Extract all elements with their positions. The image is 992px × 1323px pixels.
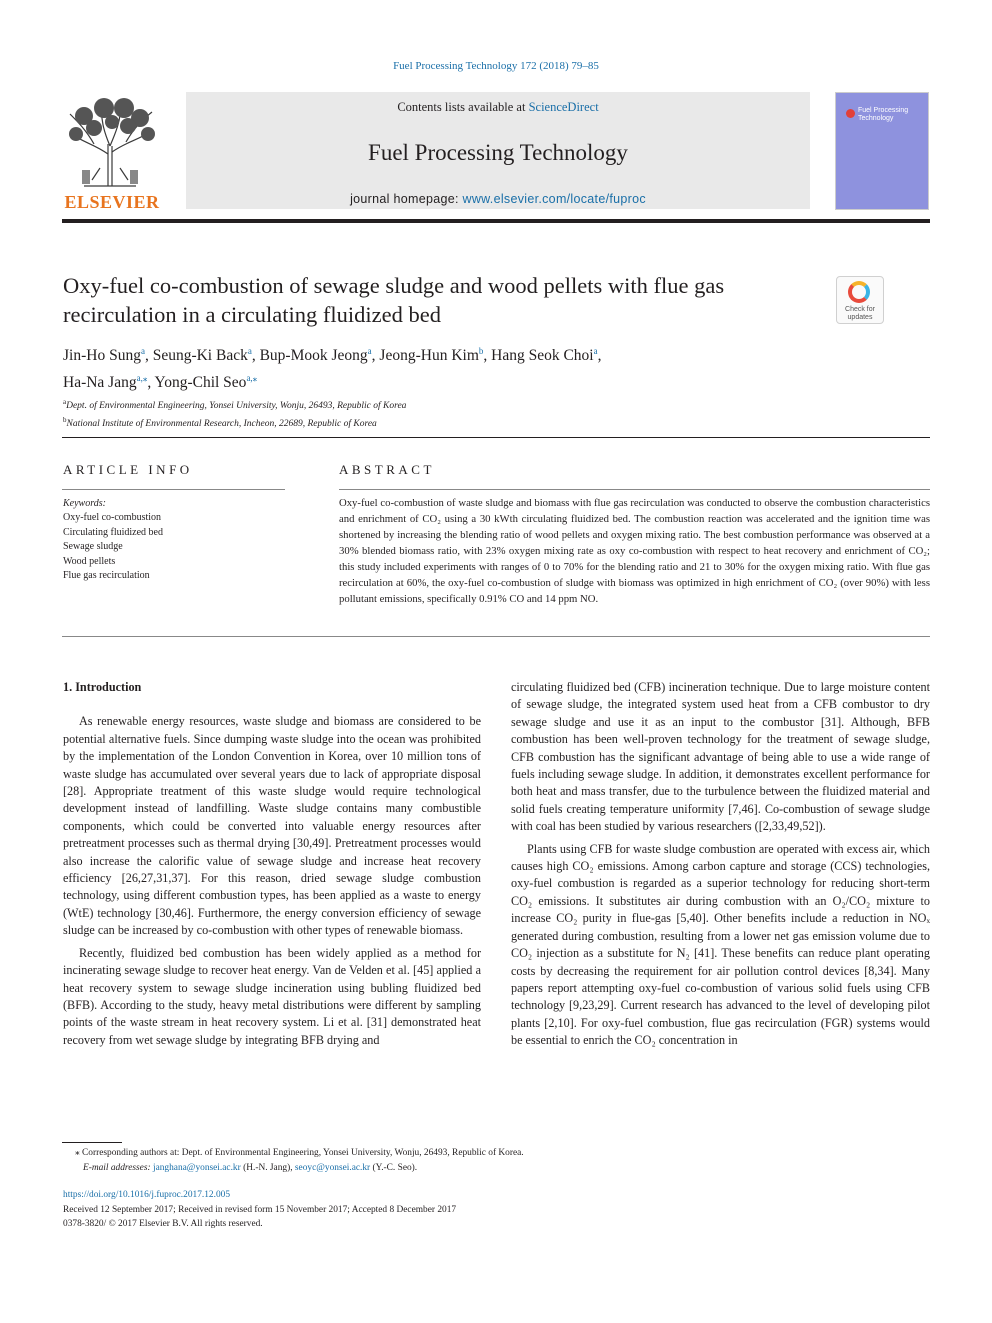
keyword: Sewage sludge	[63, 541, 123, 553]
author-name[interactable]: Hang Seok Choi	[491, 347, 594, 365]
affiliation-line	[63, 413, 863, 431]
keywords-label: Keywords:	[63, 498, 106, 509]
homepage-prefix: journal homepage:	[350, 192, 463, 206]
author-separator: ,	[251, 347, 260, 365]
divider	[339, 489, 930, 490]
cover-title: Fuel Processing Technology	[858, 107, 909, 122]
author-name[interactable]: Ha-Na Jang	[63, 374, 137, 392]
author-affiliation-mark[interactable]: a	[140, 346, 145, 356]
affiliation-mark: a	[63, 398, 67, 406]
author-name[interactable]: Jeong-Hun Kim	[379, 347, 479, 365]
body-paragraph: circulating fluidized bed (CFB) incineration technique. Due to large moisture content of sewage sludge, the integrated system used heat from a CFB combustor to dry sewage sludge and use it as an input to the combustor [31]. Although, BFB combustion has been well-proven technology for the treatment of sewage sludge, CFB combustion has the significant advantage of being able to use a wide range of fuels including sewage sludge. In addition, it demonstrates excellent performance for both heat and mass transfer, due to the turbulence between the fluidized material and solid fuels creating temperature uniformity [7,46]. Co-combustion of sewage sludge with coal has been studied by various researchers ([2,33,49,52]).	[511, 680, 930, 834]
affiliation-line	[63, 395, 863, 413]
email-name-2: (Y.-C. Seo).	[370, 1163, 418, 1173]
keywords-list	[63, 511, 283, 583]
right-paragraphs	[511, 679, 930, 1050]
divider	[62, 636, 930, 637]
contents-line	[186, 100, 810, 115]
author-affiliation-mark[interactable]: a,⁎	[246, 373, 258, 384]
author-separator: ,	[371, 347, 380, 365]
body-paragraph: Recently, fluidized bed combustion has been widely applied as a method for incinerating sewage sludge to recover heat energy. Van de Velden et al. [45] applied a heat recovery system to sewage sludge incineration using bubling fluidized bed (BFB). According to the study, heavy metal distributions were different by sampling points of the waste stream in heat recovery system. Li et al. [31] demonstrated heat recovery from wet sewage sludge by integrating BFB drying and	[63, 945, 481, 1047]
email-note	[63, 1161, 923, 1176]
article-title: Oxy-fuel co-combustion of sewage sludge and wood pellets with flue gas recirculation in a circulating fluidized bed	[63, 273, 725, 327]
abstract-text: Oxy-fuel co-combustion of waste sludge and biomass with flue gas recirculation was conducted to observe the combustion characteristics and enrichment of CO₂ using a 30 kWth circulating fluidized bed. The combustion reaction was accelerated and the ignition time was shortened by increasing the blending ratio of wood pellets and oxygen mixing ratio. The best combustion performance was observed at a 30% blended biomass ratio, with 23% oxygen mixing rate as oxy co-combustion with respect to heat recovery and enrichment of CO₂; this study included experiments with ranges of 0 to 70% for the blending ratio and 21 to 30% for the oxygen mixing ratio. With flue gas recirculation at 60%, the oxy-fuel co-combustion of sludge with biomass was optimized in high enrichment of CO₂ (over 90%) with less pollutant emissions, specifically 0.91% CO and 14 ppm NO.	[339, 497, 930, 605]
journal-masthead	[62, 92, 930, 218]
author-separator: ,	[483, 347, 492, 365]
author-separator: ,	[147, 374, 155, 392]
doi-link[interactable]: https://doi.org/10.1016/j.fuproc.2017.12.005	[63, 1190, 231, 1200]
copyright: 0378-3820/ © 2017 Elsevier B.V. All rights reserved.	[63, 1219, 263, 1229]
corresponding-note: ⁎ Corresponding authors at: Dept. of Environmental Engineering, Yonsei University, Wonju, 26493, Republic of Korea.	[75, 1148, 524, 1158]
keyword: Wood pellets	[63, 555, 116, 567]
author-separator: ,	[144, 347, 153, 365]
body-paragraph: Plants using CFB for waste sludge combustion are operated with excess air, which causes high CO₂ emissions. Among carbon capture and storage (CCS) technologies, oxy-fuel combustion is regarded as a superior technology for reducing short-term CO₂ emissions. It substitutes air during combustion with an O₂/CO₂ mixture to increase CO₂ purity in flue-gas [5,40]. Other benefits include a reduction in NOₓ generated during combustion, resulting from a lower net gas emission volume due to CO₂ injection as a substitute for N₂ [41]. These benefits can reduce plant operating costs by decreasing the requirement for air pollution control devices [8,34]. Many papers report attempting oxy-fuel co-combustion of various solid fuels using CFB technology [9,23,29]. Current research has advanced to the level of developing pilot plants [2,10]. For oxy-fuel combustion, flue gas recirculation (FGR) systems would be essential to enrich the CO₂ concentration in	[511, 841, 930, 1048]
keyword: Circulating fluidized bed	[63, 526, 163, 538]
author-name[interactable]: Jin-Ho Sung	[63, 347, 141, 365]
affiliations	[63, 395, 863, 431]
affiliation-text: National Institute of Environmental Research, Incheon, 22689, Republic of Korea	[66, 419, 377, 430]
journal-name: Fuel Processing Technology	[368, 140, 628, 165]
divider	[62, 489, 285, 490]
author-list	[63, 340, 863, 394]
sciencedirect-link[interactable]: ScienceDirect	[528, 100, 599, 114]
author-affiliation-mark[interactable]: a	[593, 346, 598, 356]
publication-info	[63, 1188, 923, 1232]
affiliation-mark: b	[63, 416, 67, 425]
received-dates: Received 12 September 2017; Received in revised form 15 November 2017; Accepted 8 December 2017	[63, 1204, 457, 1215]
author-affiliation-mark[interactable]: a	[367, 346, 372, 356]
author-separator: ,	[597, 347, 602, 365]
journal-citation[interactable]: Fuel Processing Technology 172 (2018) 79–85	[393, 60, 599, 72]
footnote-rule	[62, 1142, 122, 1143]
elsevier-logo	[62, 92, 162, 212]
email-link-1[interactable]: janghana@yonsei.ac.kr	[152, 1163, 241, 1173]
elsevier-wordmark: ELSEVIER	[64, 192, 160, 212]
keywords-block	[63, 497, 283, 583]
keyword: Flue gas recirculation	[63, 570, 150, 582]
left-paragraphs	[63, 713, 481, 1049]
body-paragraph: As renewable energy resources, waste sludge and biomass are considered to be potential alternative fuels. Since dumping waste sludge into the ocean was prohibited by the implementation of the London Convention in Korea, over 10 million tons of waste sludge has accumulated over several years due to lack of appropriate disposal [28]. Appropriate treatment of this waste sludge would require technological development instead of landfilling. Waste sludge contains many combustible components, which could be converted into valuable energy resources after pretreatment processes such as thermal drying [30,49]. Pretreatment processes would also increase the calorific value of sewage sludge and increase heat recovery efficiency [26,27,31,37]. For this reason, dried sewage sludge combustion technology, using different combustion types, has been applied as a waste to energy (WtE) technology [30,46]. Furthermore, the energy conversion efficiency of sewage sludge can be increased by co-combustion with other types of renewable biomass.	[63, 714, 481, 938]
body-column-left	[63, 679, 481, 1049]
author-name[interactable]: Seung-Ki Back	[152, 347, 248, 365]
homepage-link[interactable]: www.elsevier.com/locate/fuproc	[462, 192, 646, 206]
email-label: E-mail addresses:	[83, 1163, 153, 1173]
section-title: 1. Introduction	[63, 680, 142, 694]
contents-prefix: Contents lists available at	[397, 100, 529, 114]
elsevier-tree-icon	[64, 94, 156, 190]
crossmark-label: Check for updates	[845, 306, 875, 321]
header-rule	[62, 219, 930, 223]
crossmark-button[interactable]	[836, 276, 884, 324]
journal-info-box	[186, 92, 810, 209]
cover-badge-icon	[846, 109, 855, 118]
author-affiliation-mark[interactable]: a,⁎	[136, 373, 148, 384]
keyword: Oxy-fuel co-combustion	[63, 512, 162, 524]
article-info-heading: ARTICLE INFO	[63, 462, 193, 477]
affiliation-text: Dept. of Environmental Engineering, Yonsei University, Wonju, 26493, Republic of Korea	[66, 401, 407, 412]
author-name[interactable]: Yong-Chil Seo	[154, 374, 247, 392]
homepage-line	[186, 192, 810, 206]
email-name-1: (H.-N. Jang),	[240, 1163, 295, 1173]
footnotes	[63, 1146, 923, 1176]
author-affiliation-mark[interactable]: b	[478, 346, 484, 356]
crossmark-icon	[848, 281, 870, 303]
journal-cover-thumbnail[interactable]	[835, 92, 929, 210]
divider	[62, 437, 930, 438]
email-link-2[interactable]: seoyc@yonsei.ac.kr	[294, 1163, 371, 1173]
body-column-right	[511, 679, 930, 1050]
abstract-heading: ABSTRACT	[339, 462, 435, 477]
author-name[interactable]: Bup-Mook Jeong	[259, 347, 368, 365]
author-affiliation-mark[interactable]: a	[247, 346, 252, 356]
